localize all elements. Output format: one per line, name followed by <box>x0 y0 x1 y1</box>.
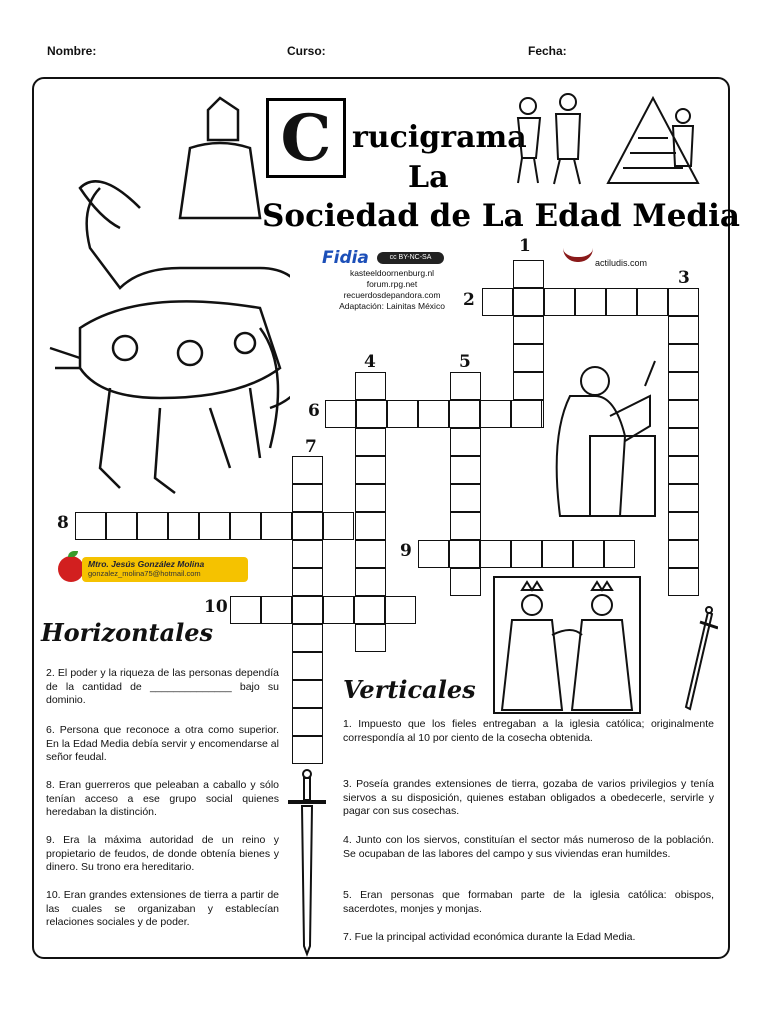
knight-on-horse-illustration <box>40 88 290 503</box>
crossword-cell[interactable] <box>292 680 323 708</box>
crossword-cell[interactable] <box>137 512 168 540</box>
sword-icon <box>284 768 330 958</box>
cc-license-badge: cc BY-NC-SA <box>377 252 444 264</box>
crossword-cell[interactable] <box>261 596 292 624</box>
crossword-cell[interactable] <box>355 568 386 596</box>
crossword-cell[interactable] <box>292 596 323 624</box>
crossword-cell[interactable] <box>637 288 668 316</box>
crossword-cell[interactable] <box>230 596 261 624</box>
monk-scribe-illustration <box>540 356 665 526</box>
apple-icon <box>58 556 84 582</box>
clue-number-7: 7 <box>305 437 317 457</box>
clue-horizontal-9: 9. Era la máxima autoridad de un reino y propietario de feudos, de donde obtenía bienes y dinero. Su trono era hereditario. <box>46 834 279 873</box>
crossword-cell[interactable] <box>355 484 386 512</box>
crossword-cell[interactable] <box>482 288 513 316</box>
crossword-cell[interactable] <box>292 568 323 596</box>
author-name: Mtro. Jesús González Molina <box>88 559 205 569</box>
fidia-logo: Fidia <box>322 248 369 268</box>
author-badge <box>82 557 248 582</box>
clue-number-1: 1 <box>519 236 531 256</box>
crossword-cell[interactable] <box>668 288 699 316</box>
crossword-cell[interactable] <box>513 344 544 372</box>
crossword-cell[interactable] <box>292 484 323 512</box>
crossword-cell[interactable] <box>668 568 699 596</box>
crossword-cell[interactable] <box>668 512 699 540</box>
crossword-cell[interactable] <box>292 512 323 540</box>
crossword-cell[interactable] <box>75 512 106 540</box>
credit-line: Adaptación: Lainitas México <box>339 301 445 311</box>
crossword-cell[interactable] <box>542 540 573 568</box>
clue-number-9: 9 <box>400 541 412 561</box>
crossword-cell[interactable] <box>668 344 699 372</box>
crossword-cell[interactable] <box>668 428 699 456</box>
clue-vertical-3: 3. Poseía grandes extensiones de tierra, gozaba de varios privilegios y tenía siervos a su disposición, quienes estaban obligados a obedecerle, servirle y pagar con sus cosechas. <box>343 778 714 817</box>
credit-line: recuerdosdepandora.com <box>343 290 441 300</box>
clue-horizontal-6: 6. Persona que reconoce a otra como superior. En la Edad Media debía servir y encomendarse al señor feudal. <box>46 724 279 763</box>
crossword-cell[interactable] <box>355 624 386 652</box>
author-email: gonzalez_molina75@hotmail.com <box>88 569 201 578</box>
crossword-cell[interactable] <box>513 316 544 344</box>
crossword-cell[interactable] <box>292 624 323 652</box>
crossword-cell[interactable] <box>323 596 354 624</box>
crossword-cell[interactable] <box>355 428 386 456</box>
horizontales-heading: Horizontales <box>41 618 214 647</box>
crossword-cell[interactable] <box>106 512 137 540</box>
crossword-cell[interactable] <box>480 540 511 568</box>
crossword-cell[interactable] <box>292 540 323 568</box>
crossword-cell[interactable] <box>511 540 542 568</box>
crossword-cell[interactable] <box>387 400 418 428</box>
crossword-cell[interactable] <box>355 540 386 568</box>
crossword-cell[interactable] <box>168 512 199 540</box>
crossword-cell[interactable] <box>323 512 354 540</box>
clue-number-4: 4 <box>364 352 376 372</box>
crossword-cell[interactable] <box>668 316 699 344</box>
crossword-cell[interactable] <box>668 540 699 568</box>
credit-line: kasteeldoornenburg.nl <box>349 268 435 278</box>
crossword-cell[interactable] <box>668 372 699 400</box>
crossword-cell[interactable] <box>292 708 323 736</box>
clue-horizontal-10: 10. Eran grandes extensiones de tierra a partir de las cuales se organizaban y establecían relaciones sociales y de poder. <box>46 889 279 928</box>
nombre-label: Nombre: <box>47 44 97 58</box>
credit-line: forum.rpg.net <box>366 279 418 289</box>
credits-block <box>330 268 454 312</box>
crossword-cell[interactable] <box>513 288 544 316</box>
sword-icon <box>678 604 718 716</box>
clue-number-8: 8 <box>57 513 69 533</box>
crossword-cell[interactable] <box>513 372 544 400</box>
crossword-cell[interactable] <box>325 400 356 428</box>
actiludis-site: actiludis.com <box>595 258 648 268</box>
crossword-cell[interactable] <box>450 372 481 400</box>
crossword-cell[interactable] <box>450 568 481 596</box>
medieval-workers-illustration <box>508 88 720 188</box>
crossword-cell[interactable] <box>356 400 387 428</box>
clue-horizontal-8: 8. Eran guerreros que peleaban a caballo y sólo tenían acceso a ese grupo social quienes heredaban la distinción. <box>46 779 279 818</box>
crossword-cell[interactable] <box>355 512 386 540</box>
crossword-cell[interactable] <box>292 652 323 680</box>
crossword-cell[interactable] <box>668 484 699 512</box>
crossword-cell[interactable] <box>575 288 606 316</box>
clue-number-10: 10 <box>204 597 228 617</box>
crossword-cell[interactable] <box>513 260 544 288</box>
crossword-cell[interactable] <box>418 400 449 428</box>
king-and-queen-illustration <box>492 575 642 715</box>
crossword-cell[interactable] <box>292 456 323 484</box>
crossword-cell[interactable] <box>418 540 449 568</box>
verticales-heading: Verticales <box>343 675 476 704</box>
title-line2: La <box>408 160 449 195</box>
title-line1: rucigrama <box>352 120 527 155</box>
clue-horizontal-2: 2. El poder y la riqueza de las personas dependía de la cantidad de ______________ bajo su dominio. <box>46 667 279 706</box>
crossword-cell[interactable] <box>292 736 323 764</box>
clue-number-5: 5 <box>459 352 471 372</box>
crossword-cell[interactable] <box>604 540 635 568</box>
crossword-cell[interactable] <box>480 400 511 428</box>
title-initial-c-icon: C <box>266 98 346 178</box>
crossword-cell[interactable] <box>668 400 699 428</box>
title-line3: Sociedad de La Edad Media <box>262 198 740 234</box>
clue-vertical-7: 7. Fue la principal actividad económica durante la Edad Media. <box>343 931 636 943</box>
crossword-cell[interactable] <box>261 512 292 540</box>
crossword-cell[interactable] <box>449 400 480 428</box>
clue-vertical-4: 4. Junto con los siervos, constituían el sector más numeroso de la población. Se ocupaban de las labores del campo y sus viviendas eran humildes. <box>343 834 714 860</box>
clue-number-6: 6 <box>308 401 320 421</box>
crossword-cell[interactable] <box>199 512 230 540</box>
crossword-cell[interactable] <box>354 596 385 624</box>
curso-label: Curso: <box>287 44 326 58</box>
clue-number-3: 3 <box>678 268 690 288</box>
crossword-cell[interactable] <box>450 512 481 540</box>
crossword-cell[interactable] <box>450 428 481 456</box>
fecha-label: Fecha: <box>528 44 567 58</box>
clue-vertical-5: 5. Eran personas que formaban parte de la iglesia católica: obispos, sacerdotes, monjes y monjas. <box>343 889 714 915</box>
crossword-cell[interactable] <box>450 484 481 512</box>
crossword-cell[interactable] <box>385 596 416 624</box>
crossword-cell[interactable] <box>450 456 481 484</box>
crossword-cell[interactable] <box>606 288 637 316</box>
crossword-cell[interactable] <box>544 288 575 316</box>
clue-vertical-1: 1. Impuesto que los fieles entregaban a la iglesia católica; originalmente correspondía al 10 por ciento de la cosecha obtenida. <box>343 718 714 744</box>
crossword-cell[interactable] <box>668 456 699 484</box>
clue-number-2: 2 <box>463 290 475 310</box>
crossword-cell[interactable] <box>573 540 604 568</box>
crossword-cell[interactable] <box>355 372 386 400</box>
crossword-cell[interactable] <box>511 400 542 428</box>
crossword-cell[interactable] <box>449 540 480 568</box>
crossword-cell[interactable] <box>230 512 261 540</box>
crossword-cell[interactable] <box>355 456 386 484</box>
